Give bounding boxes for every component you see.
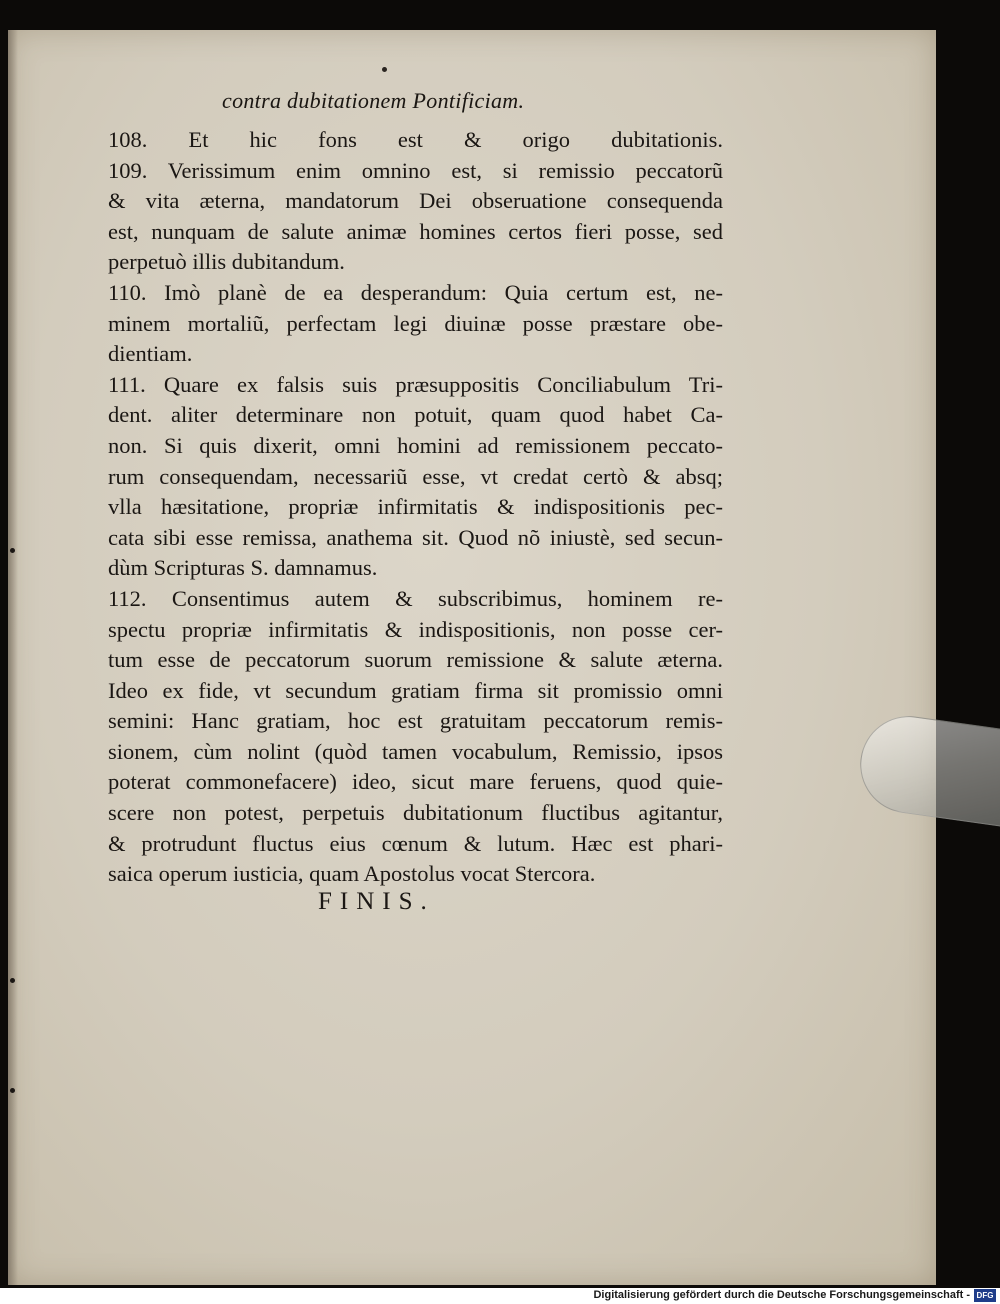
text-line: & vita æterna, mandatorum Dei obseruatione consequenda	[108, 188, 723, 214]
text-line: 109. Verissimum enim omnino est, si remissio peccatorũ	[108, 157, 723, 183]
text-line: dùm Scripturas S. damnamus.	[108, 555, 378, 581]
text-line: & protrudunt fluctus eius cœnum & lutum. Hæc est phari-	[108, 830, 723, 856]
dfg-logo-icon: DFG	[974, 1289, 996, 1302]
text-line: perpetuò illis dubitandum.	[108, 249, 345, 275]
text-line: tum esse de peccatorum suorum remissione & salute æterna.	[108, 647, 723, 673]
text-line: 111. Quare ex falsis suis præsuppositis Conciliabulum Tri-	[108, 371, 723, 397]
page-edge-shadow	[8, 30, 18, 1285]
edge-mark	[10, 978, 15, 983]
text-line: spectu propriæ infirmitatis & indispositionis, non posse cer-	[108, 616, 723, 642]
text-line: 110. Imò planè de ea desperandum: Quia certum est, ne-	[108, 279, 723, 305]
page-speck	[382, 67, 387, 72]
running-head: contra dubitationem Pontificiam.	[222, 88, 525, 113]
text-line: non. Si quis dixerit, omni homini ad remissionem peccato-	[108, 432, 723, 458]
text-line: rum consequendam, necessariũ esse, vt credat certò & absq;	[108, 463, 723, 489]
text-line: scere non potest, perpetuis dubitationum fluctibus agitantur,	[108, 800, 723, 826]
text-line: Ideo ex fide, vt secundum gratiam firma sit promissio omni	[108, 677, 723, 703]
text-line: minem mortaliũ, perfectam legi diuinæ posse præstare obe-	[108, 310, 723, 336]
edge-mark	[10, 1088, 15, 1093]
text-line: 112. Consentimus autem & subscribimus, hominem re-	[108, 585, 723, 611]
text-line: est, nunquam de salute animæ homines certos fieri posse, sed	[108, 218, 723, 244]
text-line: vlla hæsitatione, propriæ infirmitatis & indispositionis pec-	[108, 494, 723, 520]
text-line: cata sibi esse remissa, anathema sit. Quod nõ iniustè, sed secun-	[108, 524, 723, 550]
text-line: saica operum iusticia, quam Apostolus vocat Stercora.	[108, 861, 596, 887]
text-line: dent. aliter determinare non potuit, quam quod habet Ca-	[108, 402, 723, 428]
text-line: sionem, cùm nolint (quòd tamen vocabulum, Remissio, ipsos	[108, 738, 723, 764]
text-line: poterat commonefacere) ideo, sicut mare feruens, quod quie-	[108, 769, 723, 795]
text-line: dientiam.	[108, 341, 193, 367]
finis-label: FINIS.	[318, 888, 435, 915]
edge-mark	[10, 548, 15, 553]
body-text	[108, 125, 723, 890]
text-line: 108. Et hic fons est & origo dubitationis.	[108, 127, 723, 152]
footer-credit: Digitalisierung gefördert durch die Deutsche Forschungsgemeinschaft -	[593, 1289, 970, 1301]
text-line: semini: Hanc gratiam, hoc est gratuitam peccatorum remis-	[108, 708, 723, 734]
